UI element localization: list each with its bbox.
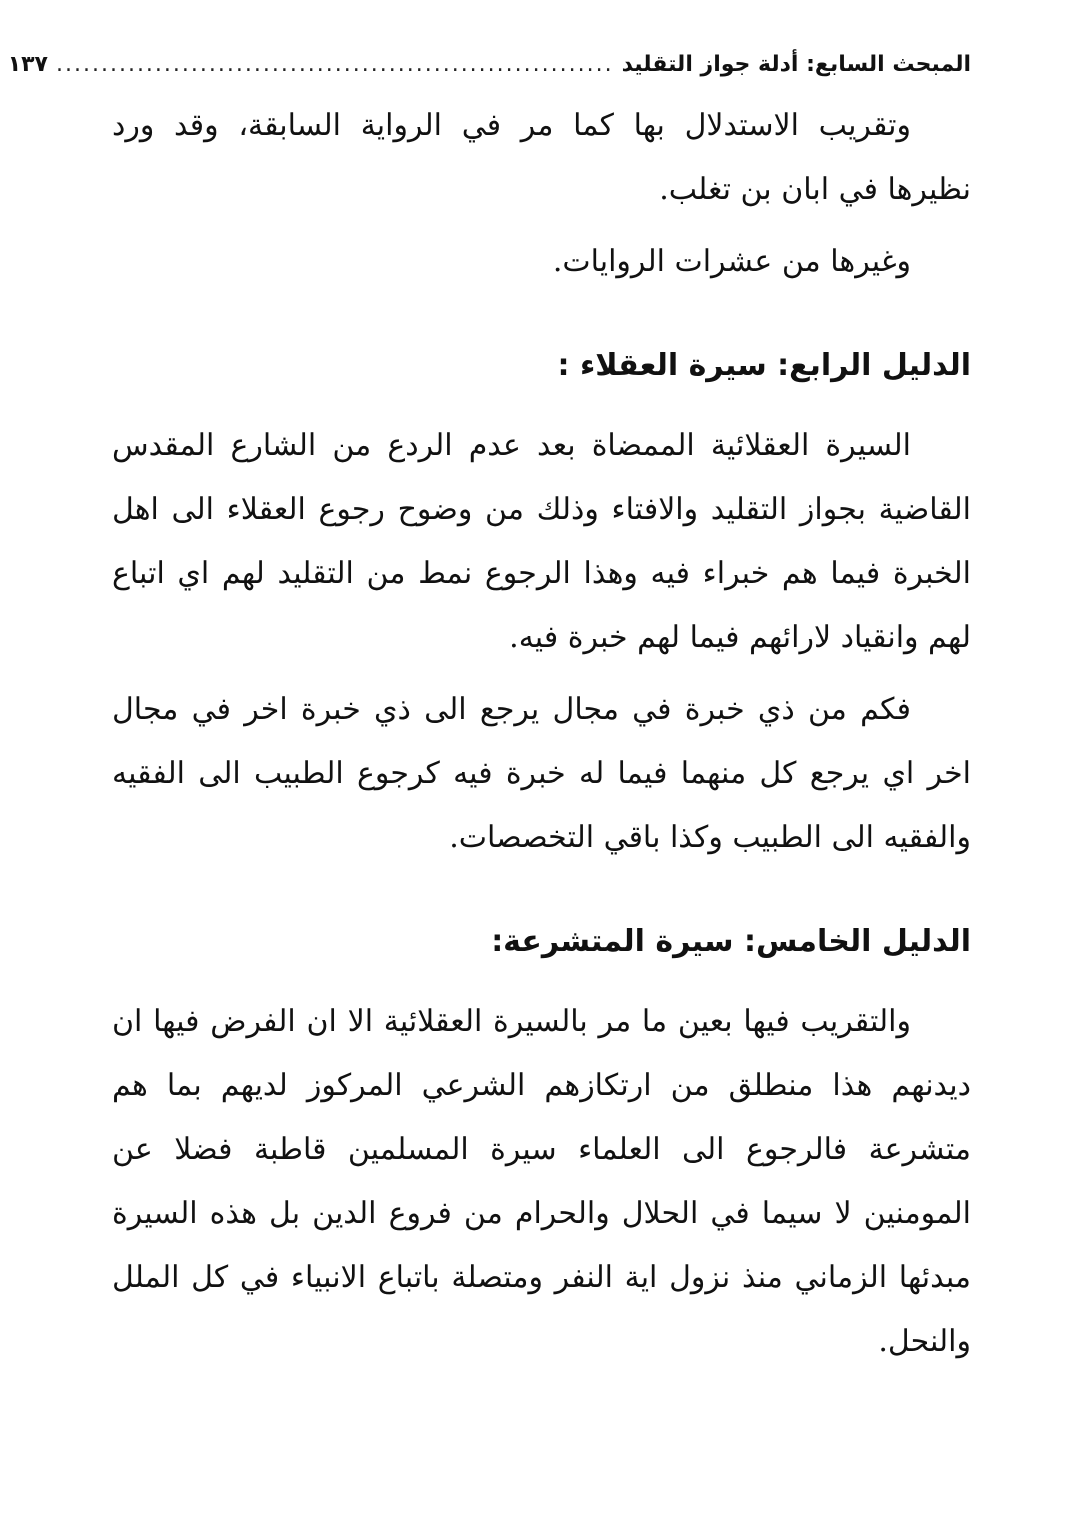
section-5-heading: الدليل الخامس: سيرة المتشرعة:	[491, 924, 971, 959]
section-5-paragraph-1: والتقريب فيها بعين ما مر بالسيرة العقلائية الا ان الفرض فيها ان ديدنهم هذا منطلق من ارتكازهم الشرعي المركوز لديهم بما هم متشرعة فالرجوع الى العلماء سيرة المسلمين قاطبة فضلا عن المومنين لا سيما في الحلال والحرام من فروع الدين بل هذه السيرة مبدئها الزماني منذ نزول اية النفر ومتصلة باتباع الانبياء في كل الملل والنحل.	[112, 1004, 971, 1359]
running-header	[7, 52, 971, 94]
section-4-paragraph-2: فكم من ذي خبرة في مجال يرجع الى ذي خبرة اخر في مجال اخر اي يرجع كل منهما فيما له خبرة فيه كرجوع الطبيب الى الفقيه والفقيه الى الطبيب وكذا باقي التخصصات.	[112, 692, 971, 855]
intro-paragraph-2: وغيرها من عشرات الروايات.	[552, 244, 911, 279]
intro-paragraph-1: وتقريب الاستدلال بها كما مر في الرواية السابقة، وقد ورد نظيرها في ابان بن تغلب.	[112, 108, 971, 207]
leader-dots: ..............................................................	[56, 52, 614, 77]
page-number: ١٣٧	[7, 52, 48, 77]
section-4-heading: الدليل الرابع: سيرة العقلاء :	[557, 348, 971, 383]
section-4-paragraph-1: السيرة العقلائية الممضاة بعد عدم الردع من الشارع المقدس القاضية بجواز التقليد والافتاء وذلك من وضوح رجوع العقلاء الى اهل الخبرة فيما هم خبراء فيه وهذا الرجوع نمط من التقليد لهم اي اتباع لهم وانقياد لارائهم فيما لهم خبرة فيه.	[112, 428, 971, 655]
chapter-title: المبحث السابع: أدلة جواز التقليد	[621, 52, 971, 77]
